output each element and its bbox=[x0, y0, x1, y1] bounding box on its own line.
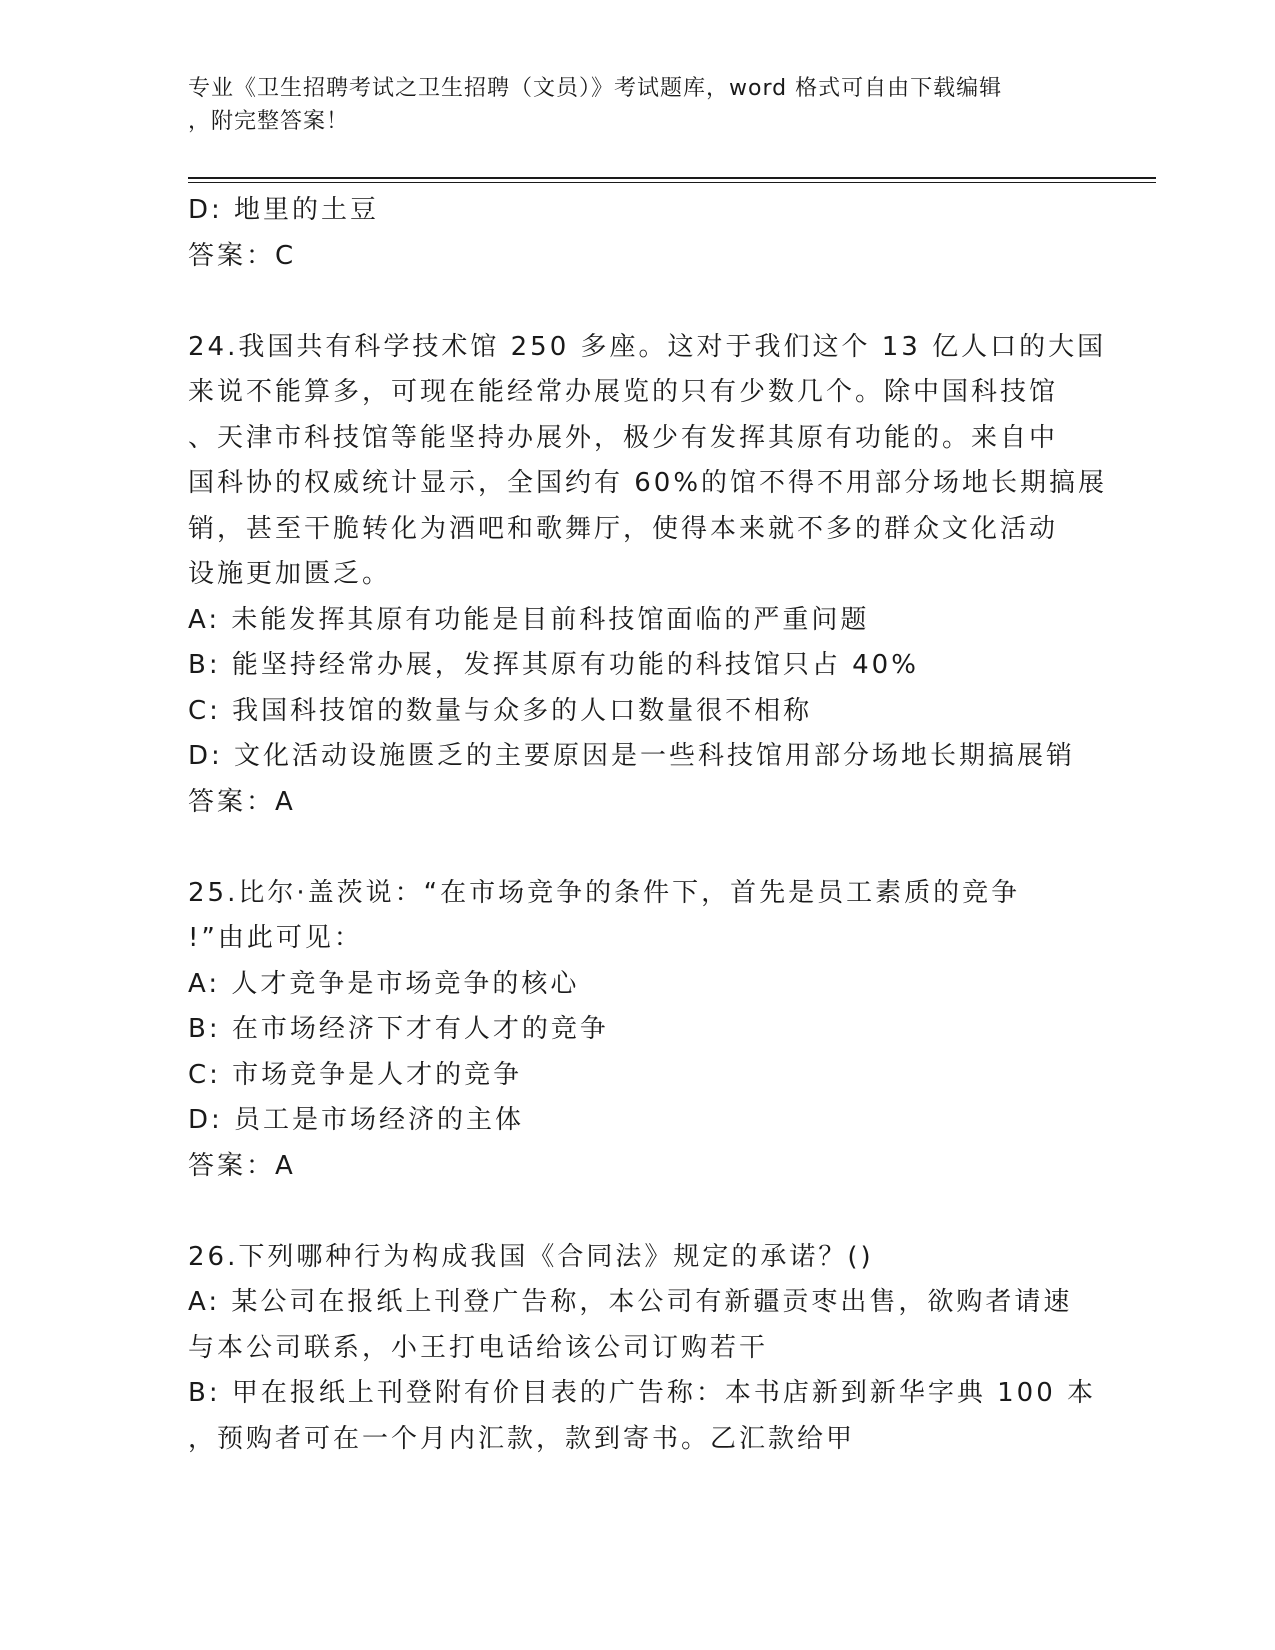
question-content bbox=[188, 188, 1108, 1462]
q24-option-c: C: 我国科技馆的数量与众多的人口数量很不相称 bbox=[188, 695, 813, 726]
q24-stem-line: 24.我国共有科学技术馆 250 多座。这对于我们这个 13 亿人口的大国 bbox=[188, 331, 1107, 362]
q24-stem-line: 、天津市科技馆等能坚持办展外，极少有发挥其原有功能的。来自中 bbox=[188, 422, 1059, 453]
question-25 bbox=[188, 871, 1088, 1190]
q24-answer: 答案：A bbox=[188, 786, 296, 817]
q24-stem-line: 设施更加匮乏。 bbox=[188, 559, 392, 589]
question-24 bbox=[188, 325, 1108, 826]
prev-answer: 答案：C bbox=[188, 240, 297, 271]
q24-stem-line: 销，甚至干脆转化为酒吧和歌舞厅，使得本来就不多的群众文化活动 bbox=[188, 513, 1059, 544]
q25-stem-line: 25.比尔·盖茨说：“在市场竞争的条件下，首先是员工素质的竞争 bbox=[188, 877, 1021, 908]
q24-option-a: A: 未能发挥其原有功能是目前科技馆面临的严重问题 bbox=[188, 604, 870, 635]
spacer bbox=[188, 825, 1088, 871]
q24-stem-line: 来说不能算多，可现在能经常办展览的只有少数几个。除中国科技馆 bbox=[188, 377, 1059, 407]
q25-stem-line: !”由此可见： bbox=[188, 923, 363, 953]
page-header bbox=[188, 72, 1088, 138]
q24-option-d: D: 文化活动设施匮乏的主要原因是一些科技馆用部分场地长期搞展销 bbox=[188, 741, 1076, 771]
q26-option-b-line: B: 甲在报纸上刊登附有价目表的广告称：本书店新到新华字典 100 本 bbox=[188, 1378, 1097, 1408]
q26-stem-line: 26.下列哪种行为构成我国《合同法》规定的承诺？() bbox=[188, 1241, 874, 1272]
header-rule-thick bbox=[188, 177, 1156, 179]
header-line-1: 专业《卫生招聘考试之卫生招聘（文员）》考试题库，word 格式可自由下载编辑 bbox=[188, 76, 1003, 101]
q26-option-b-line: ，预购者可在一个月内汇款，款到寄书。乙汇款给甲 bbox=[188, 1423, 856, 1454]
prev-option-d: D: 地里的土豆 bbox=[188, 195, 380, 225]
q25-option-c: C: 市场竞争是人才的竞争 bbox=[188, 1059, 523, 1090]
q25-option-d: D: 员工是市场经济的主体 bbox=[188, 1105, 525, 1135]
q25-answer: 答案：A bbox=[188, 1150, 296, 1181]
header-line-2: ，附完整答案！ bbox=[188, 109, 350, 134]
spacer bbox=[188, 279, 1088, 325]
q25-option-a: A: 人才竞争是市场竞争的核心 bbox=[188, 968, 580, 999]
q24-option-b: B: 能坚持经常办展，发挥其原有功能的科技馆只占 40% bbox=[188, 650, 919, 680]
spacer bbox=[188, 1189, 1088, 1235]
q24-stem-line: 国科协的权威统计显示，全国约有 60%的馆不得不用部分场地长期搞展 bbox=[188, 468, 1108, 498]
q25-option-b: B: 在市场经济下才有人才的竞争 bbox=[188, 1014, 609, 1044]
question-26 bbox=[188, 1235, 1097, 1463]
q26-option-a-line: 与本公司联系，小王打电话给该公司订购若干 bbox=[188, 1332, 769, 1363]
header-rule-thin bbox=[188, 182, 1156, 183]
q26-option-a-line: A: 某公司在报纸上刊登广告称，本公司有新疆贡枣出售，欲购者请速 bbox=[188, 1287, 1073, 1317]
